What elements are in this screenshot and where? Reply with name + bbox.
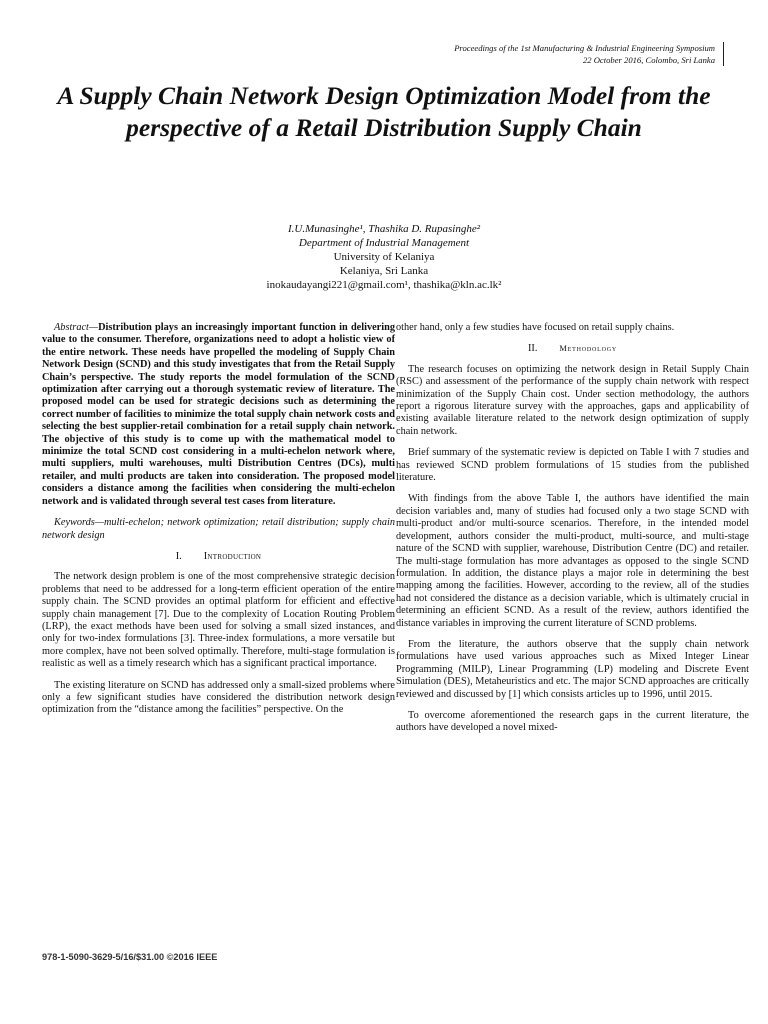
abstract-lead: Abstract— — [54, 322, 99, 333]
author-university: University of Kelaniya — [333, 251, 435, 263]
intro-paragraph: The existing literature on SCND has addressed only a small-sized problems where only a few significant studies have considered the distribution network design optimization from the “distance among the facilities” perspective. On the — [42, 679, 395, 716]
right-column — [396, 322, 749, 744]
left-column — [42, 322, 395, 726]
abstract — [42, 322, 395, 508]
section-number: I. — [175, 550, 182, 562]
intro-paragraph: The network design problem is one of the most comprehensive strategic decision problems that need to be addressed for a long-term efficient operation of the entire supply chain. The SCND provides an optimal platform for efficient and effective supply chain management [7]. Due to the complexity of Location Routing Problem (LRP), the exact methods have been used for solving a small sized instances, and only for two-index formulations [3]. Three-index formulations, a more versatile but more complex, have not been solved optimally. Therefore, multi-stage formulation is realistic as well as a timely research which has a significant practical importance. — [42, 571, 395, 670]
abstract-text: Distribution plays an increasingly important function in delivering value to the consumer. Therefore, organizations need to adopt a holistic view of the entire network. These needs have propelled the modeling of Supply Chain Network Design (SCND) and this study investigates that from the Retail Supply Chain’s perspective. The study reports the model formulation of the SCND optimization after carrying out a thorough systematic review of literature. The proposed model can be used for strategic decisions such as determining the correct number of facilities to minimize the total supply chain network costs and selecting the best supplier-retail combination for a retail supply chain network. The objective of this study is to come up with the mathematical model to minimize the total SCND cost considering in a multi-echelon network where, multi suppliers, multi warehouses, multi Distribution Centres (DCs), multi retailer, and multi products are taken into consideration. The proposed model considers a distance among the facilities when considering the multi-echelon network and is validated through several test cases from literature. — [42, 322, 395, 507]
section-heading-introduction — [42, 551, 395, 563]
author-location: Kelaniya, Sri Lanka — [339, 265, 429, 277]
copyright-footer: 978-1-5090-3629-5/16/$31.00 ©2016 IEEE — [42, 952, 218, 962]
proceedings-header — [355, 42, 724, 66]
methodology-paragraph: Brief summary of the systematic review is depicted on Table I with 7 studies and has reviewed SCND problem formulations of 15 studies from the published literature. — [396, 447, 749, 484]
author-names: I.U.Munasinghe¹, Thashika D. Rupasinghe² — [287, 223, 481, 235]
methodology-paragraph: From the literature, the authors observe that the supply chain network formulations have used various approaches such as Mixed Integer Linear Programming (MILP), Linear Programming (LP) modeling and Discrete Event Simulation (DES), Metaheuristics and etc. The major SCND approaches are critically reviewed and discussed by [1] which consists articles up to 1996, until 2015. — [396, 638, 749, 700]
author-department: Department of Industrial Management — [298, 237, 470, 249]
section-heading-methodology — [396, 343, 749, 355]
paper-title: A Supply Chain Network Design Optimization Model from the perspective of a Retail Distribution Supply Chain — [57, 81, 711, 142]
section-number: II. — [527, 343, 538, 355]
methodology-paragraph: With findings from the above Table I, the authors have identified the main decision variables and, many of studies had focused only a two stage SCND with multi-product and/or multi-source scenarios. Therefore, in the intended model development, authors consider the multi-product, multi-source, and multi-stage nature of the SCND with supplier, warehouse, Distribution Centre (DC) and retailer. The multi-stage formulation has more advantages as opposed to the single SCND formulation. In addition, the distance plays a major role in determining the best mapping among the facilities. However, according to the review, all of the studies had not considered the distance as a decision variable, which is ultimately crucial in determining an efficient SCND. As a result of the review, authors identified the distance variables in improving the current literature of SCND problems. — [396, 493, 749, 629]
keywords: Keywords—multi-echelon; network optimization; retail distribution; supply chain network design — [42, 517, 395, 541]
author-emails: inokaudayangi221@gmail.com¹, thashika@kln.ac.lk² — [266, 279, 502, 291]
header-line-1: Proceedings of the 1st Manufacturing & Industrial Engineering Symposium — [454, 43, 715, 53]
continuation-paragraph: other hand, only a few studies have focused on retail supply chains. — [396, 322, 675, 333]
header-line-2: 22 October 2016, Colombo, Sri Lanka — [582, 55, 715, 65]
section-title: Introduction — [203, 550, 262, 562]
section-title: Methodology — [559, 344, 617, 354]
author-block — [40, 222, 728, 292]
methodology-paragraph: The research focuses on optimizing the network design in Retail Supply Chain (RSC) and assessment of the performance of the supply chain network with respect minimization of the Supply Chain cost. Under section methodology, the authors report a rigorous literature survey with the approaches, gaps and applicability of existing available literature related to the network design optimization of supply chain network. — [396, 363, 749, 437]
methodology-paragraph: To overcome aforementioned the research gaps in the current literature, the authors have developed a novel mixed- — [396, 709, 749, 734]
